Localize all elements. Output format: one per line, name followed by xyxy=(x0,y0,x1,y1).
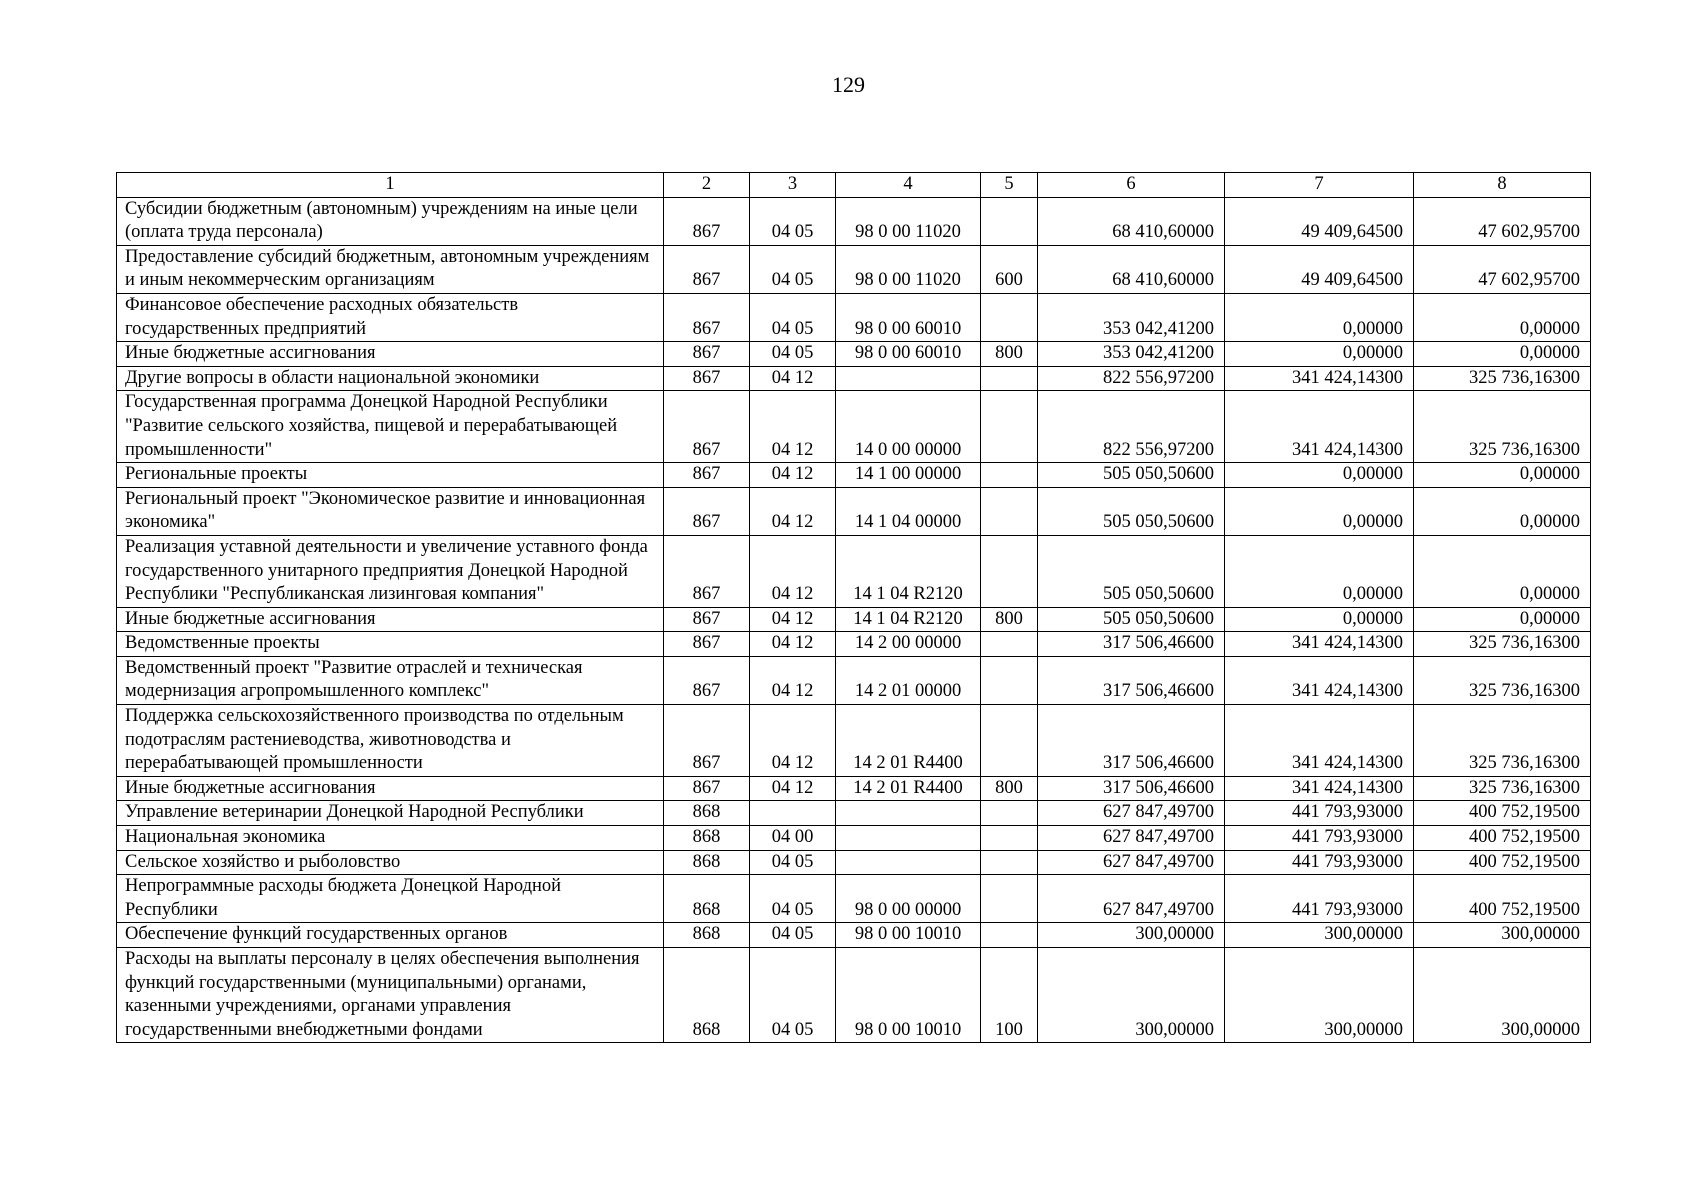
row-target-code-cell: 98 0 00 11020 xyxy=(836,197,981,245)
table-row xyxy=(117,293,1591,341)
table-row xyxy=(117,391,1591,463)
row-name-cell: Субсидии бюджетным (автономным) учреждениям на иные цели (оплата труда персонала) xyxy=(117,197,664,245)
row-section-code-cell xyxy=(750,801,836,826)
row-target-code-cell: 14 1 04 00000 xyxy=(836,487,981,535)
row-amount-col7-cell: 0,00000 xyxy=(1225,293,1414,341)
row-ministry-code-cell: 867 xyxy=(664,776,750,801)
budget-table xyxy=(116,172,1591,1043)
row-target-code-cell: 98 0 00 60010 xyxy=(836,342,981,367)
row-name-cell: Региональные проекты xyxy=(117,463,664,488)
row-amount-col8-cell: 0,00000 xyxy=(1414,607,1591,632)
row-target-code-cell: 14 1 00 00000 xyxy=(836,463,981,488)
row-name-cell: Сельское хозяйство и рыболовство xyxy=(117,850,664,875)
row-amount-col8-cell: 0,00000 xyxy=(1414,342,1591,367)
row-target-code-cell xyxy=(836,826,981,851)
table-row xyxy=(117,607,1591,632)
row-target-code-cell xyxy=(836,801,981,826)
row-amount-col7-cell: 0,00000 xyxy=(1225,463,1414,488)
row-target-code-cell: 14 0 00 00000 xyxy=(836,391,981,463)
row-amount-col6-cell: 627 847,49700 xyxy=(1038,826,1225,851)
row-ministry-code-cell: 867 xyxy=(664,705,750,777)
row-amount-col7-cell: 441 793,93000 xyxy=(1225,801,1414,826)
row-expense-type-cell xyxy=(981,366,1038,391)
table-row xyxy=(117,850,1591,875)
row-expense-type-cell xyxy=(981,875,1038,923)
row-amount-col6-cell: 505 050,50600 xyxy=(1038,535,1225,607)
row-section-code-cell: 04 05 xyxy=(750,948,836,1043)
row-name-cell: Другие вопросы в области национальной экономики xyxy=(117,366,664,391)
row-amount-col7-cell: 0,00000 xyxy=(1225,342,1414,367)
row-ministry-code-cell: 868 xyxy=(664,801,750,826)
row-expense-type-cell xyxy=(981,705,1038,777)
row-expense-type-cell xyxy=(981,632,1038,657)
row-target-code-cell xyxy=(836,850,981,875)
row-ministry-code-cell: 868 xyxy=(664,948,750,1043)
row-amount-col7-cell: 300,00000 xyxy=(1225,948,1414,1043)
row-amount-col6-cell: 822 556,97200 xyxy=(1038,366,1225,391)
row-amount-col6-cell: 68 410,60000 xyxy=(1038,197,1225,245)
page-number: 129 xyxy=(832,72,865,97)
row-ministry-code-cell: 867 xyxy=(664,535,750,607)
row-amount-col8-cell: 325 736,16300 xyxy=(1414,705,1591,777)
row-amount-col8-cell: 400 752,19500 xyxy=(1414,875,1591,923)
row-expense-type-cell xyxy=(981,923,1038,948)
row-target-code-cell: 14 2 00 00000 xyxy=(836,632,981,657)
row-name-cell: Национальная экономика xyxy=(117,826,664,851)
row-target-code-cell: 14 2 01 R4400 xyxy=(836,705,981,777)
row-amount-col6-cell: 505 050,50600 xyxy=(1038,463,1225,488)
header-row xyxy=(117,173,1591,198)
row-amount-col8-cell: 0,00000 xyxy=(1414,293,1591,341)
row-expense-type-cell: 800 xyxy=(981,342,1038,367)
row-target-code-cell: 14 2 01 00000 xyxy=(836,656,981,704)
row-amount-col8-cell: 300,00000 xyxy=(1414,923,1591,948)
column-header: 8 xyxy=(1414,173,1591,198)
row-expense-type-cell xyxy=(981,487,1038,535)
row-section-code-cell: 04 05 xyxy=(750,245,836,293)
table-row xyxy=(117,342,1591,367)
column-header: 2 xyxy=(664,173,750,198)
row-target-code-cell: 14 2 01 R4400 xyxy=(836,776,981,801)
row-target-code-cell: 98 0 00 11020 xyxy=(836,245,981,293)
row-name-cell: Иные бюджетные ассигнования xyxy=(117,607,664,632)
row-ministry-code-cell: 867 xyxy=(664,197,750,245)
row-amount-col8-cell: 325 736,16300 xyxy=(1414,656,1591,704)
row-amount-col7-cell: 341 424,14300 xyxy=(1225,776,1414,801)
row-amount-col7-cell: 0,00000 xyxy=(1225,487,1414,535)
table-row xyxy=(117,632,1591,657)
row-section-code-cell: 04 05 xyxy=(750,875,836,923)
row-name-cell: Иные бюджетные ассигнования xyxy=(117,342,664,367)
row-amount-col6-cell: 317 506,46600 xyxy=(1038,705,1225,777)
row-expense-type-cell xyxy=(981,535,1038,607)
row-amount-col8-cell: 325 736,16300 xyxy=(1414,391,1591,463)
row-ministry-code-cell: 867 xyxy=(664,487,750,535)
row-amount-col7-cell: 441 793,93000 xyxy=(1225,826,1414,851)
row-name-cell: Иные бюджетные ассигнования xyxy=(117,776,664,801)
row-ministry-code-cell: 868 xyxy=(664,923,750,948)
table-row xyxy=(117,801,1591,826)
row-amount-col8-cell: 300,00000 xyxy=(1414,948,1591,1043)
row-amount-col8-cell: 0,00000 xyxy=(1414,463,1591,488)
table-row xyxy=(117,366,1591,391)
row-target-code-cell: 14 1 04 R2120 xyxy=(836,607,981,632)
table-row xyxy=(117,776,1591,801)
column-header: 6 xyxy=(1038,173,1225,198)
row-section-code-cell: 04 12 xyxy=(750,776,836,801)
table-row xyxy=(117,245,1591,293)
row-section-code-cell: 04 12 xyxy=(750,656,836,704)
row-target-code-cell: 98 0 00 00000 xyxy=(836,875,981,923)
row-amount-col6-cell: 627 847,49700 xyxy=(1038,801,1225,826)
row-amount-col6-cell: 505 050,50600 xyxy=(1038,487,1225,535)
row-section-code-cell: 04 12 xyxy=(750,632,836,657)
row-ministry-code-cell: 867 xyxy=(664,632,750,657)
table-row xyxy=(117,487,1591,535)
row-amount-col7-cell: 341 424,14300 xyxy=(1225,705,1414,777)
row-expense-type-cell xyxy=(981,293,1038,341)
row-amount-col8-cell: 400 752,19500 xyxy=(1414,850,1591,875)
row-ministry-code-cell: 867 xyxy=(664,245,750,293)
row-section-code-cell: 04 12 xyxy=(750,487,836,535)
row-amount-col7-cell: 441 793,93000 xyxy=(1225,875,1414,923)
table-row xyxy=(117,656,1591,704)
row-ministry-code-cell: 867 xyxy=(664,463,750,488)
row-name-cell: Региональный проект "Экономическое развитие и инновационная экономика" xyxy=(117,487,664,535)
row-amount-col6-cell: 300,00000 xyxy=(1038,948,1225,1043)
row-section-code-cell: 04 12 xyxy=(750,391,836,463)
row-amount-col8-cell: 325 736,16300 xyxy=(1414,366,1591,391)
table-row xyxy=(117,197,1591,245)
row-name-cell: Ведомственные проекты xyxy=(117,632,664,657)
row-expense-type-cell: 600 xyxy=(981,245,1038,293)
row-ministry-code-cell: 868 xyxy=(664,875,750,923)
row-ministry-code-cell: 868 xyxy=(664,826,750,851)
row-amount-col7-cell: 441 793,93000 xyxy=(1225,850,1414,875)
row-amount-col8-cell: 47 602,95700 xyxy=(1414,245,1591,293)
row-amount-col7-cell: 0,00000 xyxy=(1225,535,1414,607)
row-expense-type-cell xyxy=(981,391,1038,463)
row-name-cell: Государственная программа Донецкой Народной Республики "Развитие сельского хозяйства, пищевой и перерабатывающей промышленности" xyxy=(117,391,664,463)
row-amount-col6-cell: 68 410,60000 xyxy=(1038,245,1225,293)
row-amount-col6-cell: 317 506,46600 xyxy=(1038,656,1225,704)
row-section-code-cell: 04 05 xyxy=(750,850,836,875)
row-name-cell: Предоставление субсидий бюджетным, автономным учреждениям и иным некоммерческим организациям xyxy=(117,245,664,293)
row-expense-type-cell: 100 xyxy=(981,948,1038,1043)
row-ministry-code-cell: 867 xyxy=(664,607,750,632)
row-expense-type-cell xyxy=(981,656,1038,704)
row-ministry-code-cell: 867 xyxy=(664,391,750,463)
row-name-cell: Непрограммные расходы бюджета Донецкой Народной Республики xyxy=(117,875,664,923)
row-target-code-cell: 98 0 00 10010 xyxy=(836,948,981,1043)
row-section-code-cell: 04 05 xyxy=(750,342,836,367)
row-amount-col6-cell: 353 042,41200 xyxy=(1038,342,1225,367)
row-target-code-cell: 98 0 00 60010 xyxy=(836,293,981,341)
row-section-code-cell: 04 12 xyxy=(750,463,836,488)
row-name-cell: Финансовое обеспечение расходных обязательств государственных предприятий xyxy=(117,293,664,341)
table-row xyxy=(117,923,1591,948)
row-amount-col6-cell: 627 847,49700 xyxy=(1038,850,1225,875)
column-header: 3 xyxy=(750,173,836,198)
row-amount-col7-cell: 0,00000 xyxy=(1225,607,1414,632)
row-name-cell: Реализация уставной деятельности и увеличение уставного фонда государственного унитарного предприятия Донецкой Народной Республики "Республиканская лизинговая компания" xyxy=(117,535,664,607)
table-body xyxy=(117,173,1591,1043)
row-section-code-cell: 04 12 xyxy=(750,366,836,391)
row-expense-type-cell xyxy=(981,826,1038,851)
row-section-code-cell: 04 12 xyxy=(750,705,836,777)
row-name-cell: Поддержка сельскохозяйственного производства по отдельным подотраслям растениеводства, животноводства и перерабатывающей промышленности xyxy=(117,705,664,777)
row-amount-col7-cell: 49 409,64500 xyxy=(1225,197,1414,245)
table-row xyxy=(117,948,1591,1043)
row-amount-col8-cell: 0,00000 xyxy=(1414,487,1591,535)
table-row xyxy=(117,826,1591,851)
row-amount-col8-cell: 325 736,16300 xyxy=(1414,776,1591,801)
row-amount-col6-cell: 505 050,50600 xyxy=(1038,607,1225,632)
row-amount-col8-cell: 47 602,95700 xyxy=(1414,197,1591,245)
row-target-code-cell: 14 1 04 R2120 xyxy=(836,535,981,607)
row-ministry-code-cell: 867 xyxy=(664,366,750,391)
row-expense-type-cell xyxy=(981,801,1038,826)
row-section-code-cell: 04 00 xyxy=(750,826,836,851)
row-amount-col6-cell: 353 042,41200 xyxy=(1038,293,1225,341)
row-amount-col7-cell: 49 409,64500 xyxy=(1225,245,1414,293)
row-amount-col7-cell: 341 424,14300 xyxy=(1225,391,1414,463)
row-amount-col6-cell: 300,00000 xyxy=(1038,923,1225,948)
row-amount-col6-cell: 317 506,46600 xyxy=(1038,632,1225,657)
row-amount-col6-cell: 627 847,49700 xyxy=(1038,875,1225,923)
row-amount-col7-cell: 341 424,14300 xyxy=(1225,366,1414,391)
row-amount-col8-cell: 400 752,19500 xyxy=(1414,826,1591,851)
row-expense-type-cell xyxy=(981,850,1038,875)
row-expense-type-cell: 800 xyxy=(981,776,1038,801)
row-section-code-cell: 04 05 xyxy=(750,923,836,948)
row-expense-type-cell xyxy=(981,197,1038,245)
table-row xyxy=(117,875,1591,923)
row-amount-col6-cell: 317 506,46600 xyxy=(1038,776,1225,801)
row-amount-col7-cell: 341 424,14300 xyxy=(1225,656,1414,704)
row-section-code-cell: 04 12 xyxy=(750,607,836,632)
row-amount-col7-cell: 300,00000 xyxy=(1225,923,1414,948)
row-section-code-cell: 04 12 xyxy=(750,535,836,607)
row-name-cell: Расходы на выплаты персоналу в целях обеспечения выполнения функций государственными (муниципальными) органами, казенными учреждениями, органами управления государственными внебюджетными фондами xyxy=(117,948,664,1043)
row-section-code-cell: 04 05 xyxy=(750,293,836,341)
row-name-cell: Ведомственный проект "Развитие отраслей и техническая модернизация агропромышленного комплекс" xyxy=(117,656,664,704)
table-row xyxy=(117,705,1591,777)
row-amount-col8-cell: 325 736,16300 xyxy=(1414,632,1591,657)
table-row xyxy=(117,535,1591,607)
row-amount-col8-cell: 400 752,19500 xyxy=(1414,801,1591,826)
row-section-code-cell: 04 05 xyxy=(750,197,836,245)
row-amount-col6-cell: 822 556,97200 xyxy=(1038,391,1225,463)
column-header: 7 xyxy=(1225,173,1414,198)
row-amount-col8-cell: 0,00000 xyxy=(1414,535,1591,607)
row-expense-type-cell: 800 xyxy=(981,607,1038,632)
column-header: 1 xyxy=(117,173,664,198)
table-row xyxy=(117,463,1591,488)
row-ministry-code-cell: 867 xyxy=(664,656,750,704)
column-header: 5 xyxy=(981,173,1038,198)
row-expense-type-cell xyxy=(981,463,1038,488)
row-amount-col7-cell: 341 424,14300 xyxy=(1225,632,1414,657)
row-ministry-code-cell: 867 xyxy=(664,342,750,367)
row-target-code-cell xyxy=(836,366,981,391)
row-ministry-code-cell: 868 xyxy=(664,850,750,875)
row-name-cell: Обеспечение функций государственных органов xyxy=(117,923,664,948)
row-target-code-cell: 98 0 00 10010 xyxy=(836,923,981,948)
row-name-cell: Управление ветеринарии Донецкой Народной Республики xyxy=(117,801,664,826)
row-ministry-code-cell: 867 xyxy=(664,293,750,341)
column-header: 4 xyxy=(836,173,981,198)
